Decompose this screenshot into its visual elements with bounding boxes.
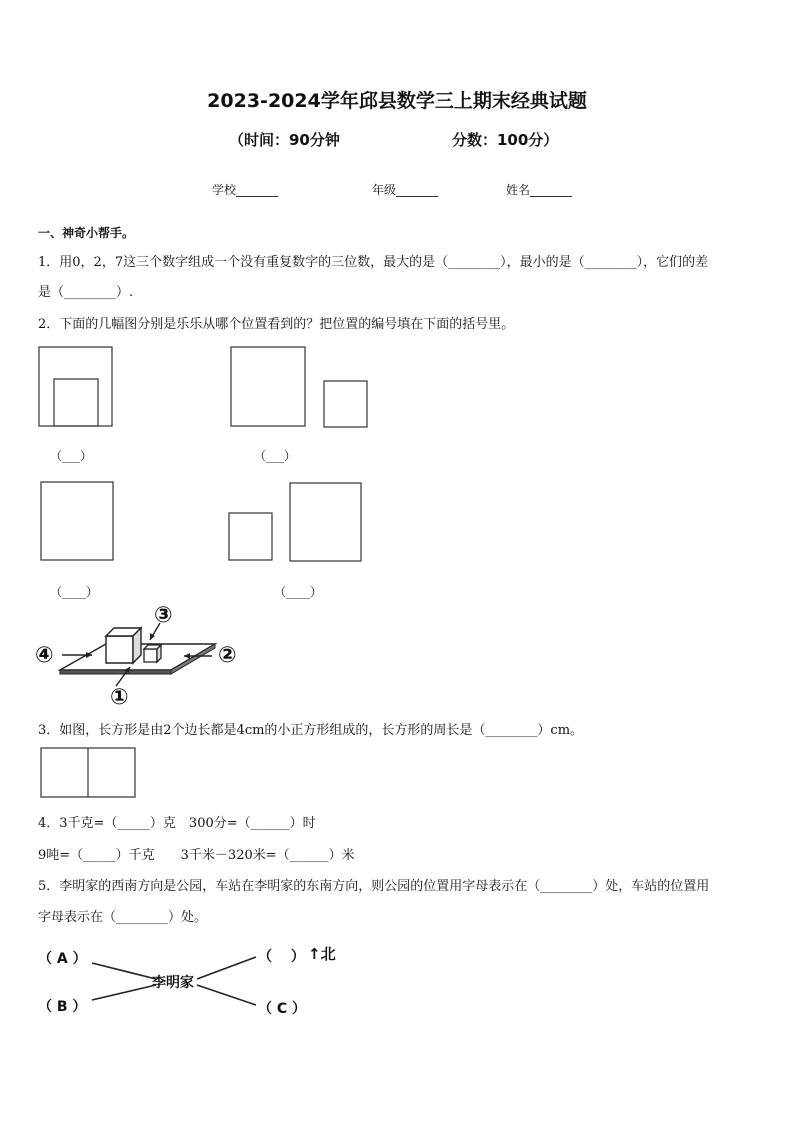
page-title: 2023-2024学年邱县数学三上期末经典试题 <box>207 90 587 112</box>
small-cube-side <box>157 645 161 662</box>
label-c: （ C ） <box>258 1001 307 1017</box>
q3-rectangle-figure <box>0 740 200 805</box>
big-cube-front <box>106 636 133 663</box>
position-label-1: ① <box>110 685 129 710</box>
board-side <box>171 644 215 674</box>
score-label: 分数：100分） <box>452 131 559 149</box>
q5-line2: 字母表示在（________）处。 <box>38 910 208 925</box>
q2-blank-4[interactable]: （____） <box>274 585 323 599</box>
small-cube-front <box>144 649 157 662</box>
label-a: （ A ） <box>38 951 87 967</box>
li-ming-home-label: 李明家 <box>152 975 194 991</box>
q4-line1: 4．3千克=（_____）克 300分=（______）时 <box>38 816 316 831</box>
label-blank[interactable]: （ ） <box>258 949 305 965</box>
position-label-4: ④ <box>35 643 54 668</box>
line-to-ne <box>197 957 256 979</box>
view1-big-square <box>39 347 112 426</box>
line-to-c <box>197 985 256 1005</box>
time-label: （时间：90分钟 <box>229 131 340 149</box>
q1-line1: 1．用0，2，7这三个数字组成一个没有重复数字的三位数，最大的是（________），最小的是（________），它们的差 <box>38 255 709 270</box>
school-field[interactable]: 学校_______ <box>212 183 279 197</box>
line-to-a <box>92 963 156 979</box>
q2-blank-2[interactable]: （___） <box>254 449 297 463</box>
view2-small-square <box>324 381 367 427</box>
position-label-3: ③ <box>154 603 173 628</box>
name-field[interactable]: 姓名_______ <box>506 183 573 197</box>
section-heading: 一、神奇小帮手。 <box>38 226 135 240</box>
q1-line2: 是（________）. <box>38 285 134 300</box>
view2-big-square <box>231 347 305 426</box>
q2-text: 2．下面的几幅图分别是乐乐从哪个位置看到的？把位置的编号填在下面的括号里。 <box>38 317 515 332</box>
label-b: （ B ） <box>38 999 87 1015</box>
q5-line1: 5．李明家的西南方向是公园，车站在李明家的东南方向，则公园的位置用字母表示在（________）处，车站的位置用 <box>38 879 710 894</box>
q2-blank-1[interactable]: （___） <box>50 449 93 463</box>
board-edge <box>60 670 171 674</box>
position-label-2: ② <box>218 643 237 668</box>
q3-text: 3．如图，长方形是由2个边长都是4cm的小正方形组成的，长方形的周长是（________）cm。 <box>38 723 584 738</box>
q2-figures <box>0 340 794 700</box>
line-to-b <box>92 985 156 1000</box>
q2-blank-3[interactable]: （____） <box>50 585 99 599</box>
q4-line2: 9吨=（_____）千克 3千米－320米=（______）米 <box>38 848 355 863</box>
grade-field[interactable]: 年级_______ <box>372 183 439 197</box>
north-arrow-label: ↑北 <box>308 945 336 963</box>
view4-small-square <box>229 513 272 560</box>
view1-small-square <box>54 379 98 426</box>
view3-square <box>41 482 113 560</box>
view4-big-square <box>290 483 361 561</box>
